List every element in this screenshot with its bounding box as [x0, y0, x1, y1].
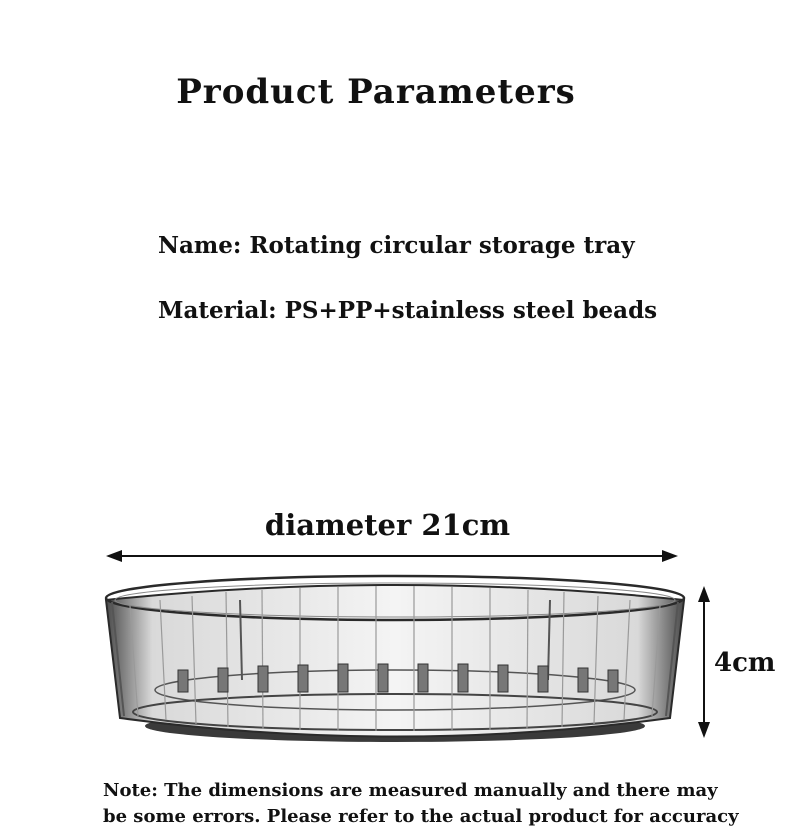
tray-body — [106, 576, 684, 742]
diameter-arrow — [106, 550, 678, 562]
height-label: 4cm — [714, 648, 776, 678]
height-arrow — [698, 586, 710, 738]
page-title: Product Parameters — [176, 72, 576, 112]
disclaimer-note — [103, 778, 763, 830]
note-line-1: Note: The dimensions are measured manually and there may — [103, 780, 718, 801]
note-line-2: be some errors. Please refer to the actual product for accuracy — [103, 806, 739, 827]
param-name: Name: Rotating circular storage tray — [158, 232, 635, 259]
diameter-label: diameter 21cm — [264, 508, 511, 542]
param-material: Material: PS+PP+stainless steel beads — [158, 297, 658, 324]
tray-illustration — [0, 540, 790, 760]
